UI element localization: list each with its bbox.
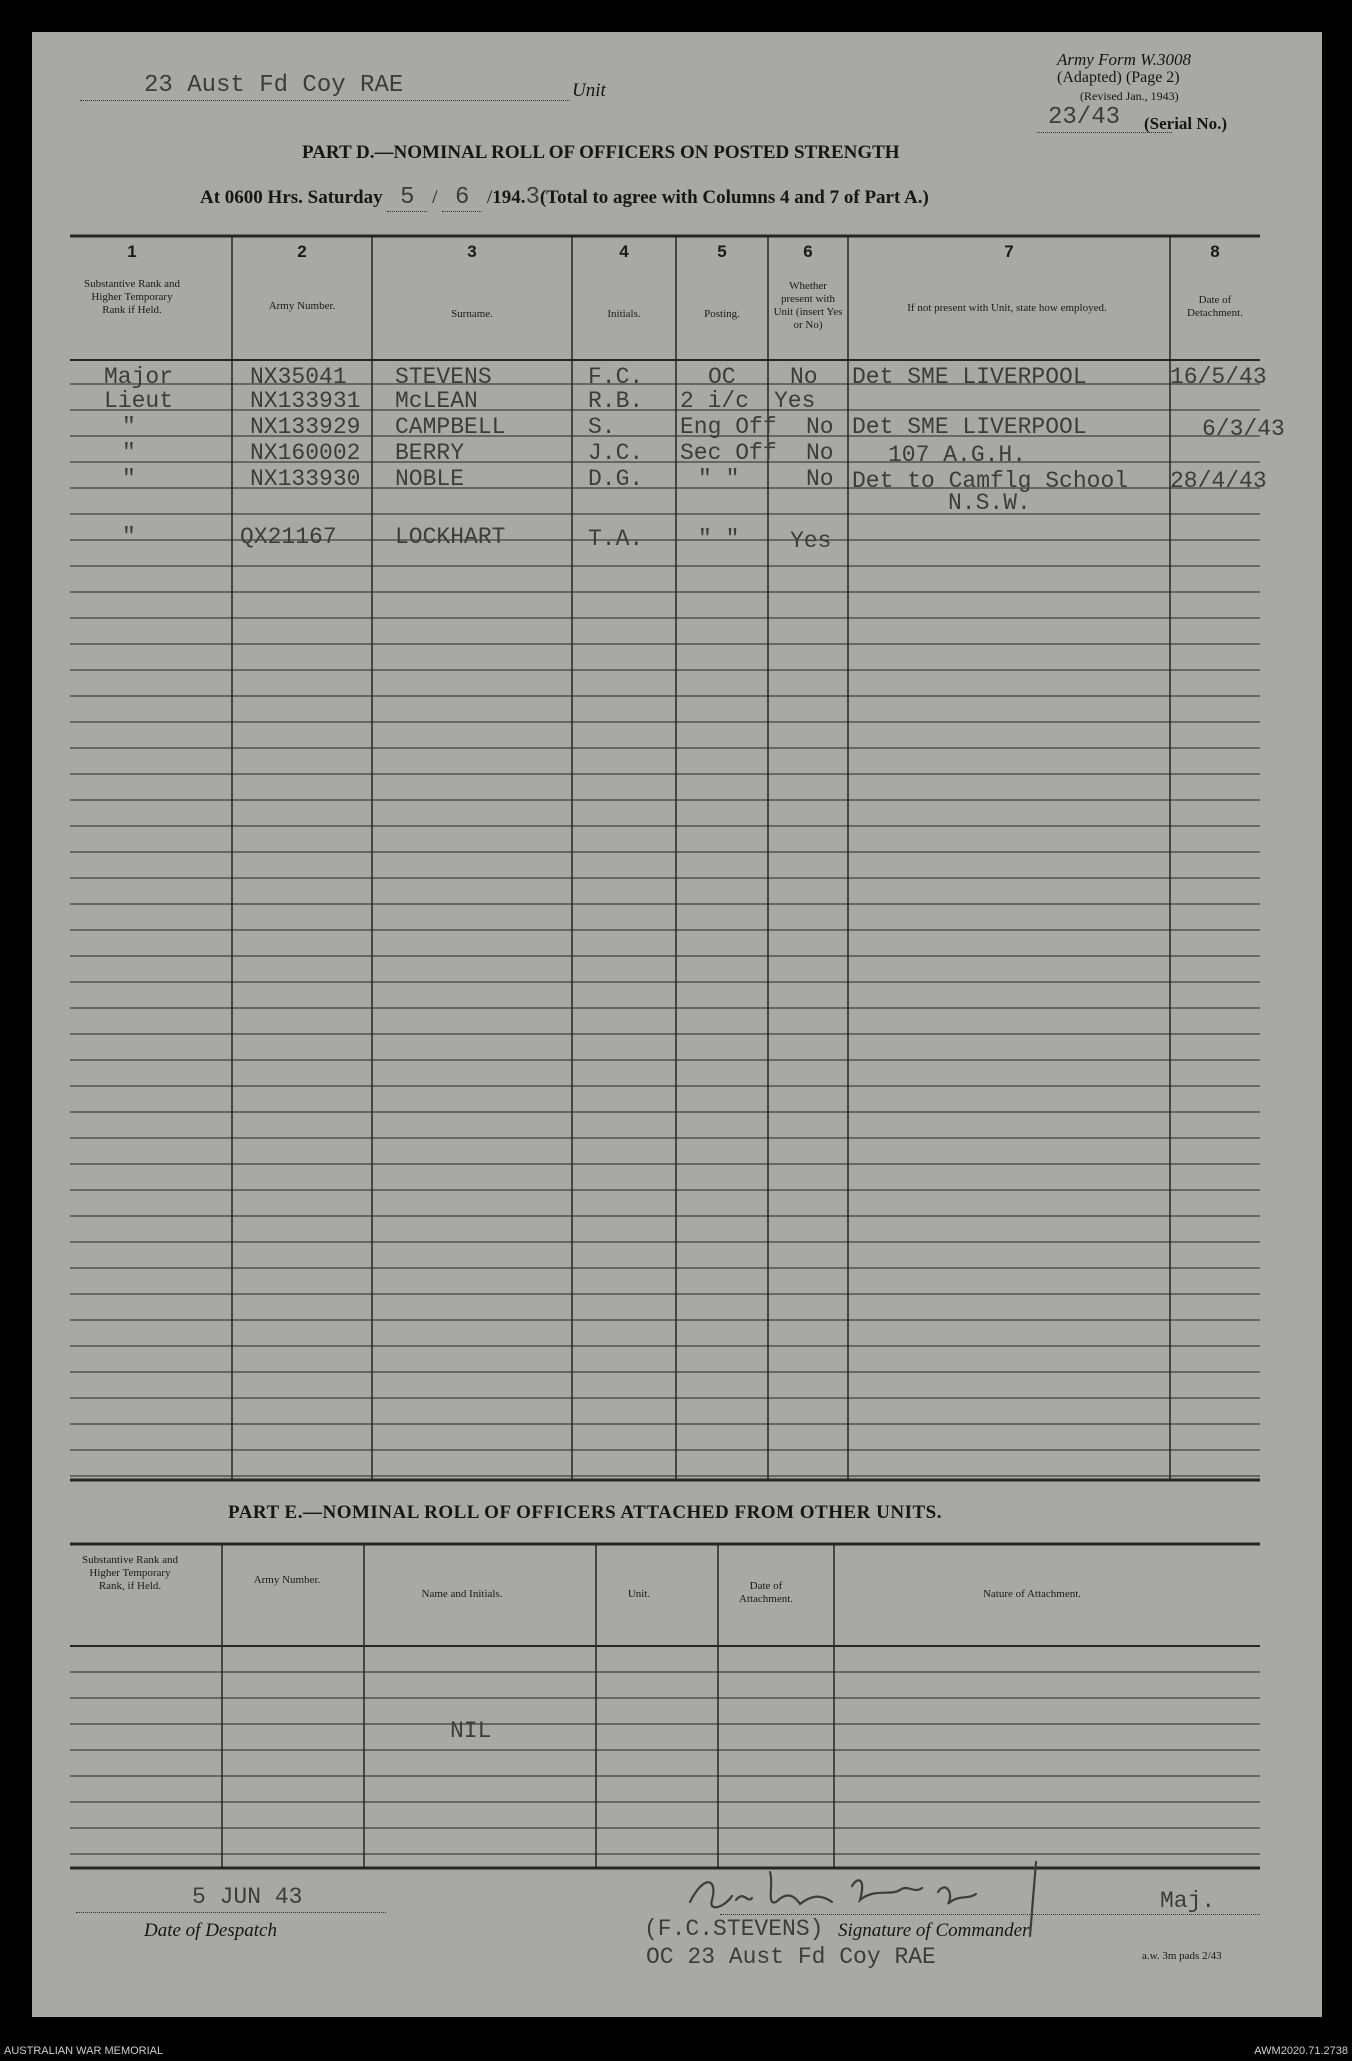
date-year: 3	[525, 184, 540, 211]
form-grid	[32, 32, 1322, 2017]
col-num-2: 2	[297, 242, 307, 261]
row-4-army-no: NX160002	[250, 440, 361, 466]
row-6-rank: "	[122, 524, 136, 550]
hdr-surname: Surname.	[451, 308, 493, 320]
date-day: 5	[387, 184, 427, 212]
despatch-date: 5 JUN 43	[192, 1884, 303, 1910]
part-e-hdr-unit: Unit.	[627, 1588, 651, 1600]
row-4-employed: 107 A.G.H.	[888, 442, 1027, 468]
row-2-present: Yes	[774, 388, 816, 414]
unit-value: 23 Aust Fd Coy RAE	[144, 72, 404, 99]
row-4-surname: BERRY	[395, 440, 465, 466]
row-2-initials: R.B.	[588, 388, 644, 414]
row-3-army-no: NX133929	[250, 414, 361, 440]
hdr-initials: Initials.	[607, 308, 641, 320]
archive-caption-left: AUSTRALIAN WAR MEMORIAL	[4, 2045, 164, 2057]
row-6-present: Yes	[790, 528, 832, 554]
part-e-nil: NIL	[450, 1718, 492, 1744]
row-2-rank: Lieut	[104, 388, 174, 414]
row-2-posting: 2 i/c	[680, 388, 750, 414]
row-3-rank: "	[122, 414, 136, 440]
part-e-hdr-army-number: Army Number.	[253, 1574, 321, 1586]
col-num-3: 3	[467, 242, 477, 261]
form-sheet	[32, 32, 1322, 2017]
hdr-employed: If not present with Unit, state how employed.	[907, 302, 1107, 314]
row-3-present: No	[806, 414, 834, 440]
part-d-at-line: At 0600 Hrs. Saturday 5 / 6 /194.3(Total to agree with Columns 4 and 7 of Part A.)	[200, 184, 929, 211]
col-num-5: 5	[717, 242, 727, 261]
col-num-4: 4	[619, 242, 629, 261]
col-num-1: 1	[127, 242, 137, 261]
row-5-employed: Det to Camflg School	[852, 468, 1129, 494]
row-5-present: No	[806, 466, 834, 492]
row-5-employed-2: N.S.W.	[948, 490, 1031, 516]
signature-label: Signature of Commander	[838, 1920, 1030, 1941]
row-2-army-no: NX133931	[250, 388, 361, 414]
despatch-label: Date of Despatch	[144, 1920, 277, 1941]
row-1-date: 16/5/43	[1170, 364, 1267, 390]
part-d-title: PART D.—NOMINAL ROLL OF OFFICERS ON POSTED STRENGTH	[302, 142, 900, 163]
row-5-date: 28/4/43	[1170, 468, 1267, 494]
part-e-title: PART E.—NOMINAL ROLL OF OFFICERS ATTACHED FROM OTHER UNITS.	[228, 1502, 942, 1523]
form-id: Army Form W.3008	[1057, 50, 1191, 69]
signature-maj: Maj.	[1160, 1888, 1216, 1914]
row-5-army-no: NX133930	[250, 466, 361, 492]
row-3-surname: CAMPBELL	[395, 414, 506, 440]
serial-label: (Serial No.)	[1144, 114, 1228, 133]
row-6-initials: T.A.	[588, 526, 644, 552]
row-5-posting: " "	[698, 466, 740, 492]
row-1-present: No	[790, 364, 818, 390]
part-e-hdr-nature: Nature of Attachment.	[982, 1588, 1082, 1600]
hdr-date-detachment: Date of Detachment.	[1187, 294, 1243, 319]
part-e-hdr-date: Date of Attachment.	[738, 1580, 794, 1605]
col-num-6: 6	[803, 242, 813, 261]
print-note: a.w. 3m pads 2/43	[1142, 1950, 1222, 1962]
row-1-employed: Det SME LIVERPOOL	[852, 364, 1087, 390]
part-e-hdr-name: Name and Initials.	[421, 1588, 503, 1600]
row-3-date: 6/3/43	[1202, 416, 1285, 442]
form-adapted: (Adapted) (Page 2)	[1057, 69, 1180, 86]
row-3-employed: Det SME LIVERPOOL	[852, 414, 1087, 440]
part-e-hdr-rank: Substantive Rank and Higher Temporary Rank, if Held.	[82, 1554, 178, 1592]
row-4-posting: Sec Off	[680, 440, 777, 466]
row-3-posting: Eng Off	[680, 414, 777, 440]
date-month: 6	[442, 184, 482, 212]
hdr-rank: Substantive Rank and Higher Temporary Rank if Held.	[84, 278, 180, 316]
unit-label: Unit	[572, 80, 606, 101]
row-2-surname: McLEAN	[395, 388, 478, 414]
serial-value: 23/43	[1048, 104, 1121, 131]
signature-title: OC 23 Aust Fd Coy RAE	[646, 1944, 936, 1970]
row-3-initials: S.	[588, 414, 616, 440]
archive-caption-right: AWM2020.71.2738	[1254, 2045, 1348, 2057]
row-4-present: No	[806, 440, 834, 466]
signature-name: (F.C.STEVENS)	[644, 1916, 824, 1942]
row-6-surname: LOCKHART	[395, 524, 506, 550]
row-6-army-no: QX21167	[240, 524, 337, 550]
row-5-initials: D.G.	[588, 466, 644, 492]
row-4-initials: J.C.	[588, 440, 644, 466]
row-1-initials: F.C.	[588, 364, 644, 390]
row-6-posting: " "	[698, 526, 740, 552]
despatch-underline	[76, 1912, 386, 1913]
row-1-surname: STEVENS	[395, 364, 492, 390]
row-5-surname: NOBLE	[395, 466, 465, 492]
signature-underline	[720, 1914, 1260, 1915]
row-1-posting: OC	[708, 364, 736, 390]
row-1-army-no: NX35041	[250, 364, 347, 390]
row-5-rank: "	[122, 466, 136, 492]
row-1-rank: Major	[104, 364, 174, 390]
hdr-present: Whether present with Unit (insert Yes or No)	[773, 280, 843, 331]
hdr-posting: Posting.	[704, 308, 740, 320]
col-num-8: 8	[1210, 242, 1220, 261]
col-num-7: 7	[1004, 242, 1014, 261]
row-4-rank: "	[122, 440, 136, 466]
form-revised: (Revised Jan., 1943)	[1080, 89, 1179, 103]
hdr-army-number: Army Number.	[268, 300, 336, 312]
